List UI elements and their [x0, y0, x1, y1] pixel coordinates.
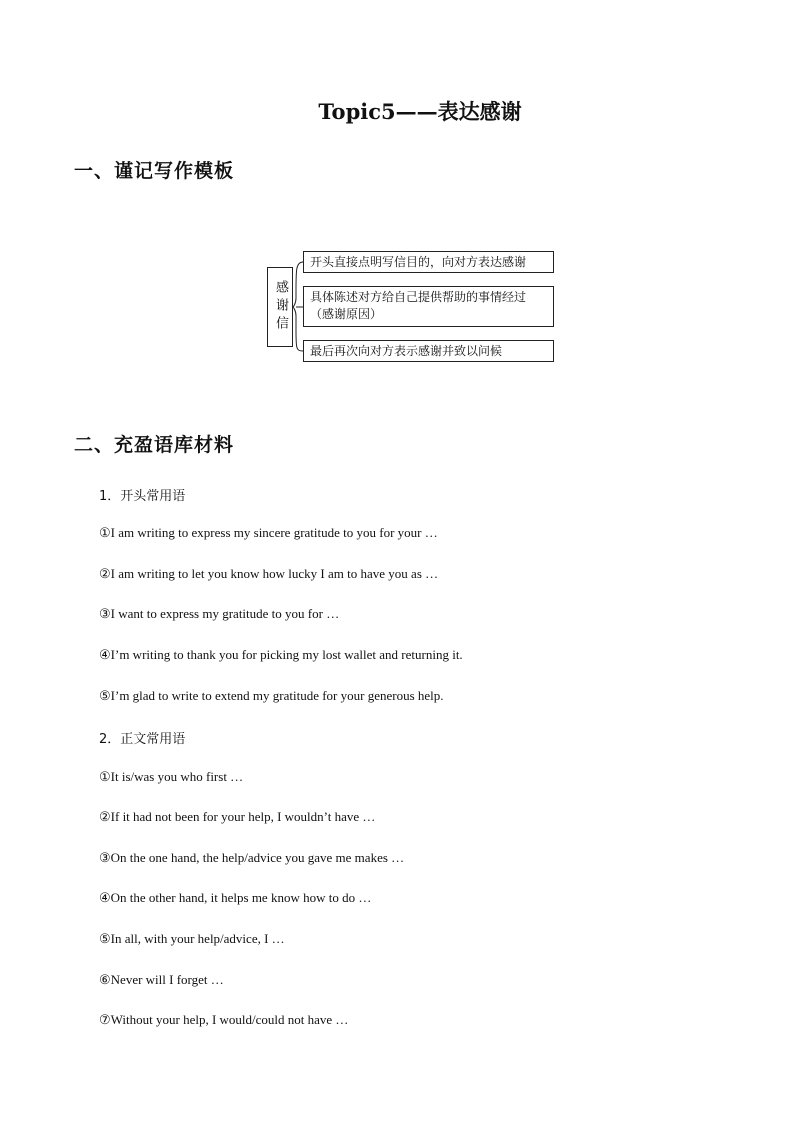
section-heading-template: 一、谨记写作模板 [74, 160, 235, 182]
list-item: ⑤I’m glad to write to extend my gratitude for your generous help. [99, 688, 444, 703]
group-heading-body: 2．正文常用语 [99, 732, 186, 747]
section-heading-materials: 二、充盈语库材料 [74, 434, 235, 456]
list-item: ④I’m writing to thank you for picking my lost wallet and returning it. [99, 647, 463, 662]
diagram-branch-closing: 最后再次向对方表示感谢并致以问候 [303, 340, 554, 362]
list-item: ③On the one hand, the help/advice you gave me makes … [99, 850, 405, 865]
list-item: ④On the other hand, it helps me know how to do … [99, 890, 372, 905]
list-item: ②I am writing to let you know how lucky I am to have you as … [99, 566, 439, 581]
list-item: ⑥Never will I forget … [99, 972, 224, 987]
list-item: ③I want to express my gratitude to you for … [99, 606, 340, 621]
diagram-root-box: 感谢信 [267, 267, 293, 347]
list-item: ⑦Without your help, I would/could not have … [99, 1012, 349, 1027]
group-heading-opening: 1．开头常用语 [99, 489, 186, 504]
list-item: ①I am writing to express my sincere gratitude to you for your … [99, 525, 438, 540]
page-title: Topic5——表达感谢 [318, 99, 522, 124]
thank-you-letter-diagram [0, 0, 794, 400]
diagram-branch-opening: 开头直接点明写信目的，向对方表达感谢 [303, 251, 554, 273]
list-item: ①It is/was you who first … [99, 769, 244, 784]
list-item: ⑤In all, with your help/advice, I … [99, 931, 285, 946]
list-item: ②If it had not been for your help, I wouldn’t have … [99, 809, 376, 824]
diagram-branch-body: 具体陈述对方给自己提供帮助的事情经过（感谢原因） [303, 286, 554, 327]
